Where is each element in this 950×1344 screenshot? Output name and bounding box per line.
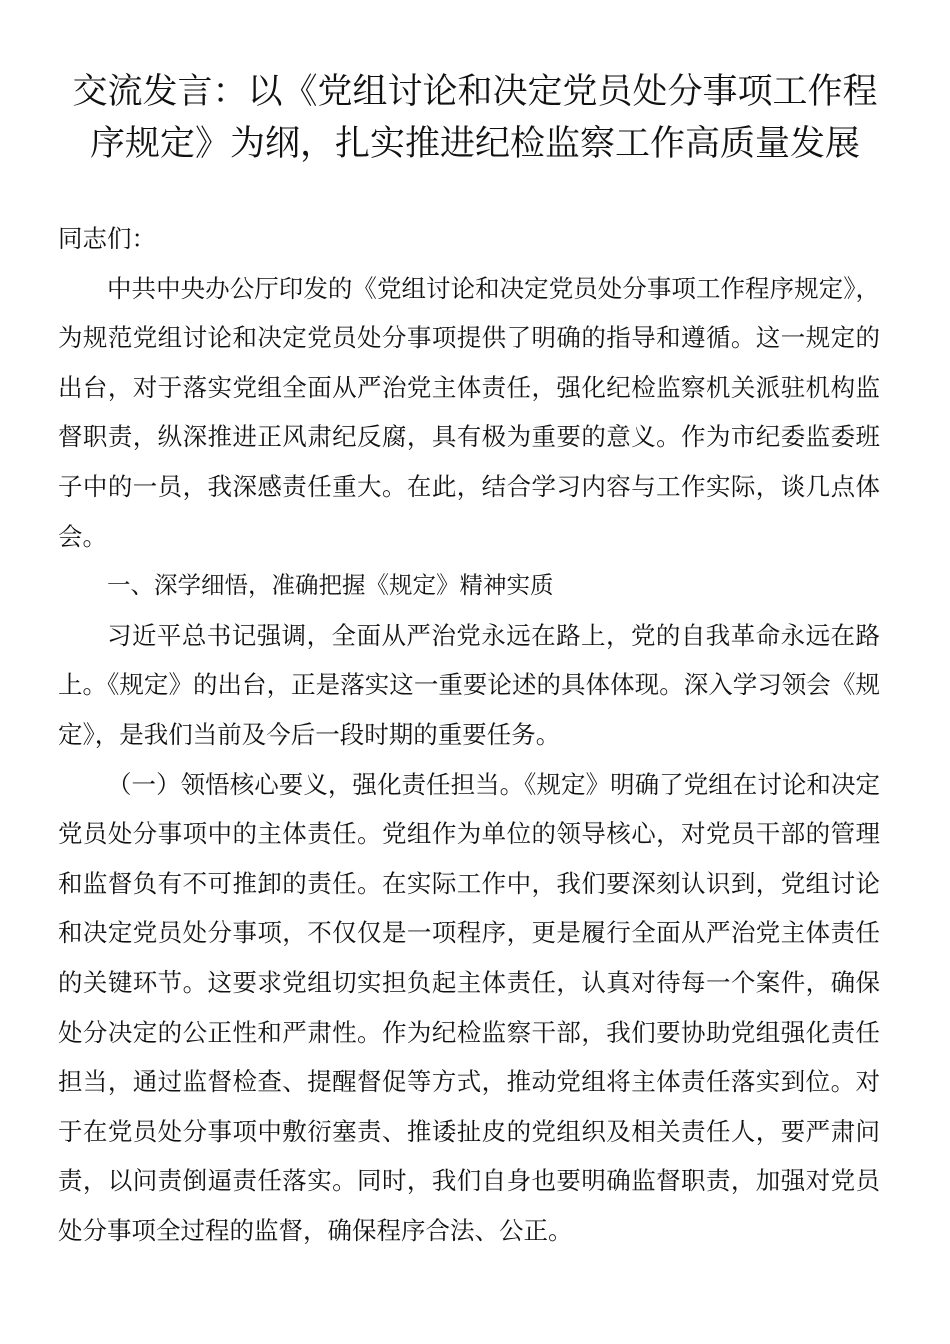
paragraph-intro: 中共中央办公厅印发的《党组讨论和决定党员处分事项工作程序规定》，为规范党组讨论和决定党员处分事项提供了明确的指导和遵循。这一规定的出台，对于落实党组全面从严治党主体责任，强化纪检监察机关派驻机构监督职责，纵深推进正风肃纪反腐，具有极为重要的意义。作为市纪委监委班子中的一员，我深感责任重大。在此，结合学习内容与工作实际，谈几点体会。 [58, 273, 880, 551]
document-body [58, 214, 880, 1255]
section-heading-1: 一、深学细悟，准确把握《规定》精神实质 [107, 571, 554, 600]
paragraph-subsection-1: （一）领悟核心要义，强化责任担当。《规定》明确了党组在讨论和决定党员处分事项中的主体责任。党组作为单位的领导核心，对党员干部的管理和监督负有不可推卸的责任。在实际工作中，我们要深刻认识到，党组讨论和决定党员处分事项，不仅仅是一项程序，更是履行全面从严治党主体责任的关键环节。这要求党组切实担负起主体责任，认真对待每一个案件，确保处分决定的公正性和严肃性。作为纪检监察干部，我们要协助党组强化责任担当，通过监督检查、提醒督促等方式，推动党组将主体责任落实到位。对于在党员处分事项中敷衍塞责、推诿扯皮的党组织及相关责任人，要严肃问责，以问责倒逼责任落实。同时，我们自身也要明确监督职责，加强对党员处分事项全过程的监督，确保程序合法、公正。 [58, 769, 880, 1245]
document-title: 交流发言：以《党组讨论和决定党员处分事项工作程序规定》为纲，扎实推进纪检监察工作高质量发展 [72, 72, 878, 164]
paragraph-section-1: 习近平总书记强调，全面从严治党永远在路上，党的自我革命永远在路上。《规定》的出台，正是落实这一重要论述的具体体现。深入学习领会《规定》，是我们当前及今后一段时期的重要任务。 [58, 620, 880, 749]
salutation: 同志们： [58, 224, 156, 253]
